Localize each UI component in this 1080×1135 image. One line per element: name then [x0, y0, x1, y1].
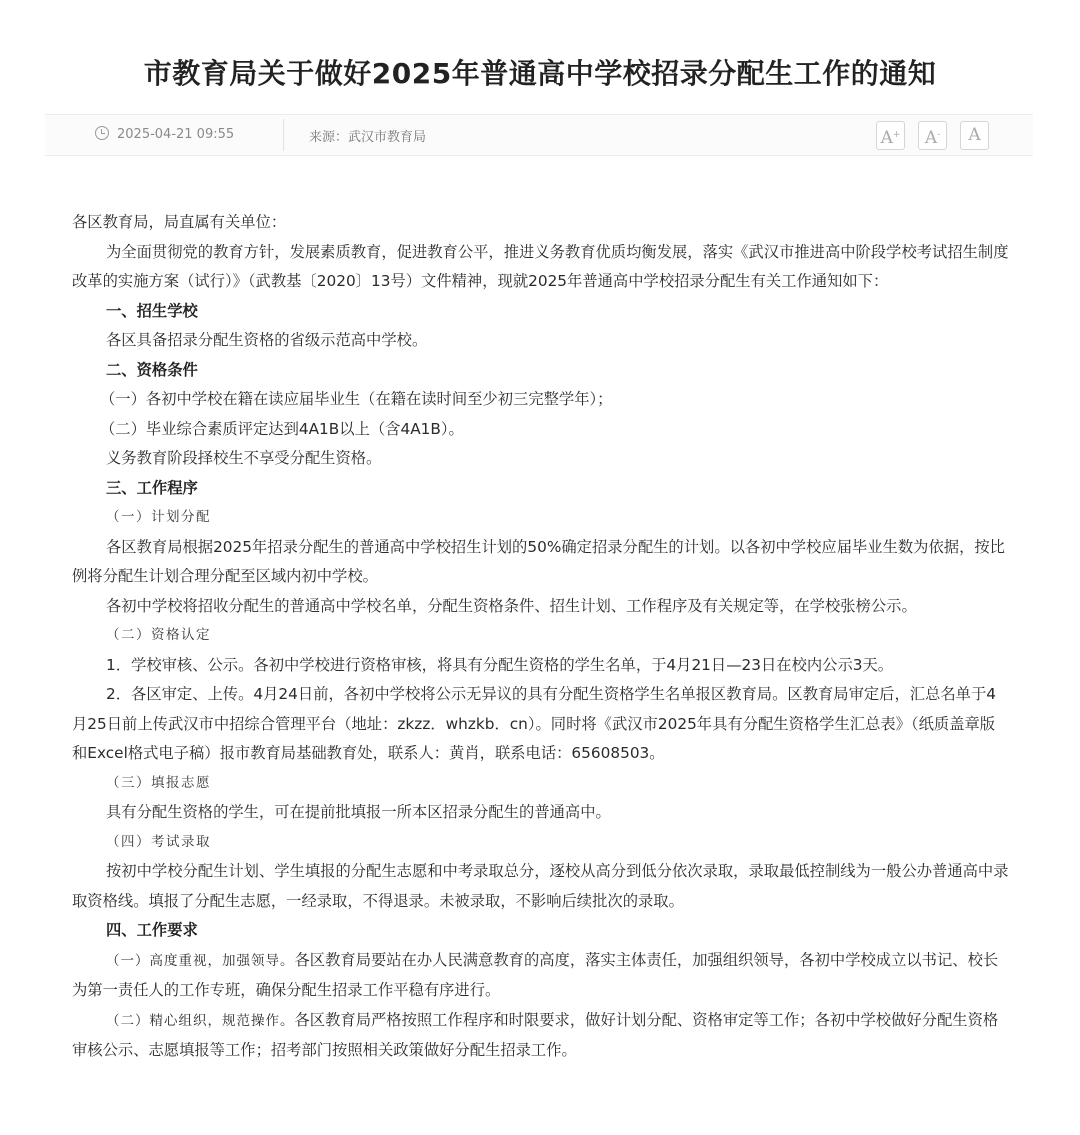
page-title: 市教育局关于做好2025年普通高中学校招录分配生工作的通知 [143, 57, 937, 90]
section-1-heading: 一、招生学校 [106, 301, 198, 320]
section-2-heading: 二、资格条件 [106, 360, 198, 379]
section-2-note: 义务教育阶段择校生不享受分配生资格。 [106, 449, 382, 467]
font-reset-label: A [968, 125, 981, 145]
section-2-item-1: （一）各初中学校在籍在读应届毕业生（在籍在读时间至少初三完整学年）； [100, 390, 613, 408]
section-4-paragraph-1-lead: （一）高度重视，加强领导。 [106, 952, 295, 969]
font-decrease-label: A [924, 128, 938, 148]
section-3-subheading-4: （四）考试录取 [106, 833, 211, 850]
publish-time-text: 2025-04-21 09:55 [117, 127, 235, 142]
clock-icon [95, 126, 109, 140]
meta-divider [283, 119, 284, 151]
article-source: 来源：武汉市教育局 [309, 130, 427, 145]
section-3-paragraph-2: 各初中学校将招收分配生的普通高中学校名单，分配生资格条件、招生计划、工作程序及有关规定等，在学校张榜公示。 [106, 596, 917, 615]
section-4-paragraph-2 [72, 1006, 1010, 1066]
section-3-paragraph-5: 具有分配生资格的学生，可在提前批填报一所本区招录分配生的普通高中。 [106, 803, 611, 821]
font-increase-label: A [880, 128, 893, 148]
section-3-subheading-1: （一）计划分配 [106, 509, 211, 525]
plus-icon: + [892, 130, 901, 140]
section-3-subheading-2: （二）资格认定 [106, 627, 211, 643]
font-decrease-button[interactable] [918, 121, 947, 150]
salutation: 各区教育局，局直属有关单位： [72, 213, 287, 231]
intro-paragraph: 为全面贯彻党的教育方针，发展素质教育，促进教育公平，推进义务教育优质均衡发展，落实《武汉市推进高中阶段学校考试招生制度改革的实施方案（试行）》（武教基〔2020〕13号）文件精神，现就2025年普通高中学校招录分配生有关工作通知如下： [72, 242, 1009, 290]
section-4-paragraph-1-body: 各区教育局要站在办人民满意教育的高度，落实主体责任，加强组织领导，各初中学校成立以书记、校长为第一责任人的工作专班，确保分配生招录工作平稳有序进行。 [72, 950, 999, 999]
section-3-paragraph-3: 1．学校审核、公示。各初中学校进行资格审核，将具有分配生资格的学生名单，于4月21日—23日在校内公示3天。 [106, 655, 894, 674]
publish-time [95, 126, 234, 142]
section-4-heading: 四、工作要求 [106, 921, 198, 939]
font-reset-button[interactable] [960, 121, 989, 150]
section-3-paragraph-4: 2．各区审定、上传。4月24日前，各初中学校将公示无异议的具有分配生资格学生名单报区教育局。区教育局审定后，汇总名单于4月25日前上传武汉市中招综合管理平台（地址：zkzz．whzkb．cn）。同时将《武汉市2025年具有分配生资格学生汇总表》（纸质盖章版和Excel格式电子稿）报市教育局基础教育处，联系人：黄肖，联系电话：65608503。 [72, 685, 996, 762]
section-3-heading: 三、工作程序 [106, 478, 198, 497]
section-4-paragraph-2-lead: （二）精心组织，规范操作。 [106, 1012, 295, 1029]
section-4-paragraph-1 [72, 946, 1010, 1006]
section-3-paragraph-6: 按初中学校分配生计划、学生填报的分配生志愿和中考录取总分，逐校从高分到低分依次录取，录取最低控制线为一般公办普通高中录取资格线。填报了分配生志愿，一经录取，不得退录。未被录取，不影响后续批次的录取。 [72, 862, 1009, 910]
article-body [72, 208, 1010, 1066]
section-1-text: 各区具备招录分配生资格的省级示范高中学校。 [106, 331, 428, 349]
minus-icon: - [937, 130, 941, 140]
section-4-paragraph-2-body: 各区教育局严格按照工作程序和时限要求，做好计划分配、资格审定等工作；各初中学校做好分配生资格审核公示、志愿填报等工作；招考部门按照相关政策做好分配生招录工作。 [72, 1010, 999, 1059]
section-3-paragraph-1: 各区教育局根据2025年招录分配生的普通高中学校招生计划的50%确定招录分配生的计划。以各初中学校应届毕业生数为依据，按比例将分配生计划合理分配至区域内初中学校。 [72, 537, 1005, 585]
article-meta-bar [45, 114, 1033, 156]
section-2-item-2: （二）毕业综合素质评定达到4A1B以上（含4A1B）。 [100, 419, 464, 438]
font-increase-button[interactable] [876, 121, 905, 150]
section-3-subheading-3: （三）填报志愿 [106, 774, 211, 791]
